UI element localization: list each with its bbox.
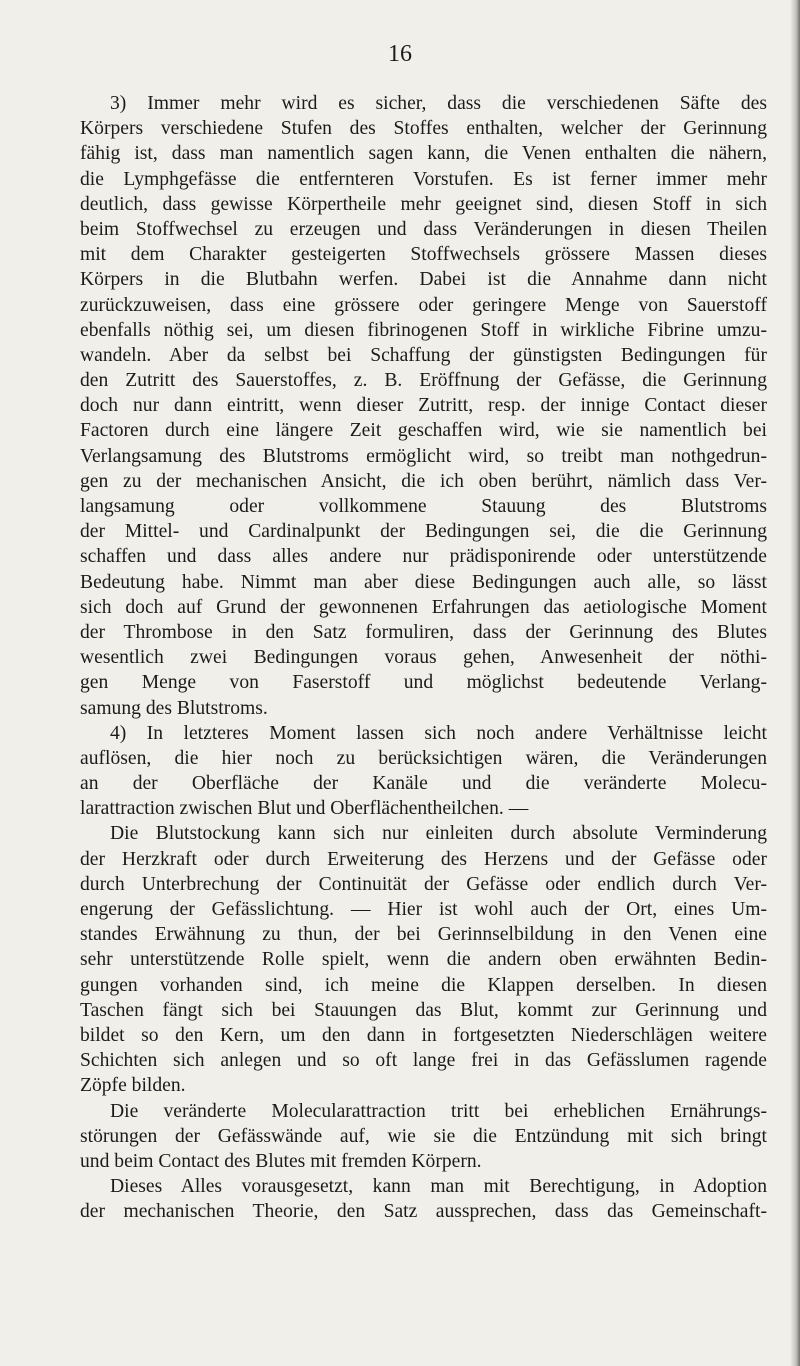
text-line: 4) In letzteres Moment lassen sich noch andere Verhältnisse leicht	[110, 722, 767, 744]
text-line: langsamung oder vollkommene Stauung des Blutstroms	[80, 496, 767, 517]
text-line: an der Oberfläche der Kanäle und die veränderte Molecu-	[80, 773, 767, 795]
text-line: schaffen und dass alles andere nur prädisponirende oder unterstützende	[80, 546, 767, 568]
text-line: auflösen, die hier noch zu berücksichtigen wären, die Veränderungen	[80, 747, 767, 769]
text-line: wandeln. Aber da selbst bei Schaffung der günstigsten Bedingungen für	[80, 344, 767, 366]
text-line: bildet so den Kern, um den dann in fortgesetzten Niederschlägen weitere	[80, 1024, 767, 1046]
text-line: ebenfalls nöthig sei, um diesen fibrinogenen Stoff in wirkliche Fibrine umzu-	[80, 319, 767, 341]
text-line: sehr unterstützende Rolle spielt, wenn die andern oben erwähnten Bedin-	[80, 949, 767, 971]
text-line: standes Erwähnung zu thun, der bei Gerinnselbildung in den Venen eine	[80, 924, 767, 946]
text-line: Dieses Alles vorausgesetzt, kann man mit Berechtigung, in Adoption	[110, 1176, 767, 1198]
text-line: gungen vorhanden sind, ich meine die Klappen derselben. In diesen	[80, 974, 767, 996]
text-line: zurückzuweisen, dass eine grössere oder geringere Menge von Sauerstoff	[80, 294, 767, 316]
text-line: gen Menge von Faserstoff und möglichst bedeutende Verlang-	[80, 672, 767, 694]
text-line: den Zutritt des Sauerstoffes, z. B. Eröffnung der Gefässe, die Gerinnung	[80, 370, 767, 392]
text-line: wesentlich zwei Bedingungen voraus gehen, Anwesenheit der nöthi-	[80, 647, 767, 669]
text-line: Die veränderte Molecularattraction tritt bei erheblichen Ernährungs-	[110, 1100, 767, 1122]
text-line: Die Blutstockung kann sich nur einleiten durch absolute Verminderung	[110, 823, 767, 845]
text-line: und beim Contact des Blutes mit fremden Körpern.	[80, 1150, 482, 1172]
text-line: mit dem Charakter gesteigerten Stoffwechsels grössere Massen dieses	[80, 244, 767, 266]
text-line: deutlich, dass gewisse Körpertheile mehr geeignet sind, diesen Stoff in sich	[80, 193, 767, 215]
text-line: der Thrombose in den Satz formuliren, dass der Gerinnung des Blutes	[80, 621, 767, 643]
text-line: doch nur dann eintritt, wenn dieser Zutritt, resp. der innige Contact dieser	[80, 395, 767, 417]
text-line: störungen der Gefässwände auf, wie sie die Entzündung mit sich bringt	[80, 1125, 767, 1147]
text-line: der Mittel- und Cardinalpunkt der Bedingungen sei, die die Gerinnung	[80, 521, 767, 543]
text-line: larattraction zwischen Blut und Oberflächentheilchen. —	[80, 798, 529, 820]
text-line: fähig ist, dass man namentlich sagen kann, die Venen enthalten die nähern,	[80, 143, 767, 165]
text-line: sich doch auf Grund der gewonnenen Erfahrungen das aetiologische Moment	[80, 596, 767, 618]
text-line: Körpers verschiedene Stufen des Stoffes enthalten, welcher der Gerinnung	[80, 118, 767, 140]
text-line: Körpers in die Blutbahn werfen. Dabei ist die Annahme dann nicht	[80, 269, 767, 291]
text-line: gen zu der mechanischen Ansicht, die ich oben berührt, nämlich dass Ver-	[80, 470, 767, 492]
page-edge-shadow	[790, 0, 800, 1366]
text-line: 3) Immer mehr wird es sicher, dass die verschiedenen Säfte des	[110, 93, 767, 114]
text-line: engerung der Gefässlichtung. — Hier ist wohl auch der Ort, eines Um-	[80, 899, 767, 920]
text-line: beim Stoffwechsel zu erzeugen und dass Veränderungen in diesen Theilen	[80, 218, 767, 240]
text-line: durch Unterbrechung der Continuität der Gefässe oder endlich durch Ver-	[80, 873, 767, 895]
text-line: Schichten sich anlegen und so oft lange frei in das Gefässlumen ragende	[80, 1050, 767, 1072]
text-line: der Herzkraft oder durch Erweiterung des Herzens und der Gefässe oder	[80, 848, 767, 870]
text-line: der mechanischen Theorie, den Satz aussprechen, dass das Gemeinschaft-	[80, 1201, 767, 1223]
text-line: die Lymphgefässe die entfernteren Vorstufen. Es ist ferner immer mehr	[80, 168, 767, 190]
page-number: 16	[388, 41, 412, 67]
text-line: Verlangsamung des Blutstroms ermöglicht wird, so treibt man nothgedrun-	[80, 445, 767, 467]
text-line: Zöpfe bilden.	[80, 1075, 186, 1097]
text-line: Taschen fängt sich bei Stauungen das Blut, kommt zur Gerinnung und	[80, 999, 767, 1021]
text-line: samung des Blutstroms.	[80, 697, 268, 719]
body-text	[80, 91, 767, 1224]
text-line: Factoren durch eine längere Zeit geschaffen wird, wie sie namentlich bei	[80, 420, 767, 442]
text-line: Bedeutung habe. Nimmt man aber diese Bedingungen auch alle, so lässt	[80, 571, 767, 593]
